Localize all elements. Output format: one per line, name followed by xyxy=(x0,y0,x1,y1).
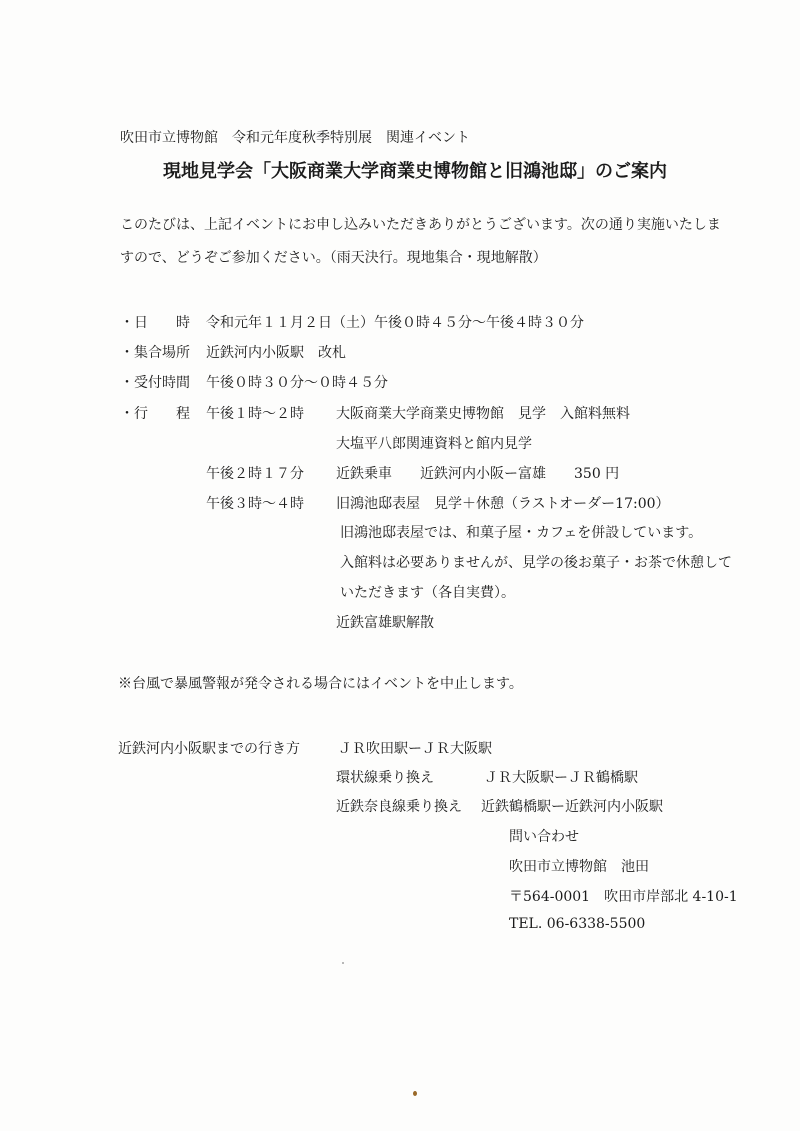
scan-speck xyxy=(413,1091,417,1096)
route-step-3-label: 近鉄奈良線乗り換え xyxy=(336,799,462,815)
intro-line-1: このたびは、上記イベントにお申し込みいただきありがとうございます。次の通り実施いたしま xyxy=(120,217,721,233)
contact-org: 吹田市立博物館 池田 xyxy=(509,859,649,875)
itinerary-label: ・行 程 xyxy=(120,406,190,422)
reception-value: 午後０時３０分～０時４５分 xyxy=(206,375,388,391)
route-step-2-label: 環状線乗り換え xyxy=(336,770,434,786)
itinerary-line: 近鉄乗車 近鉄河内小阪ー富雄 350 円 xyxy=(336,466,620,482)
contact-tel: TEL. 06-6338-5500 xyxy=(509,916,646,932)
itinerary-line: いただきます（各自実費）。 xyxy=(340,585,515,601)
route-step-1: ＪＲ吹田駅ーＪＲ大阪駅 xyxy=(338,741,492,757)
route-step-3: 近鉄鶴橋駅ー近鉄河内小阪駅 xyxy=(481,799,663,815)
itinerary-time-2: 午後２時１７分 xyxy=(206,466,304,482)
itinerary-line: 大阪商業大学商業史博物館 見学 入館料無料 xyxy=(336,406,630,422)
typhoon-notice: ※台風で暴風警報が発令される場合にはイベントを中止します。 xyxy=(118,676,523,692)
intro-line-2: すので、どうぞご参加ください。（雨天決行。現地集合・現地解散） xyxy=(120,250,547,266)
page-title: 現地見学会「大阪商業大学商業史博物館と旧鴻池邸」のご案内 xyxy=(163,161,667,182)
contact-address: 〒564-0001 吹田市岸部北 4-10-1 xyxy=(509,889,738,905)
itinerary-line: 入館料は必要ありませんが、見学の後お菓子・お茶で休憩して xyxy=(340,555,732,571)
reception-label: ・受付時間 xyxy=(120,375,190,391)
itinerary-line: 大塩平八郎関連資料と館内見学 xyxy=(336,436,532,452)
date-value: 令和元年１１月２日（土）午後０時４５分～午後４時３０分 xyxy=(206,315,584,331)
route-step-2: ＪＲ大阪駅ーＪＲ鶴橋駅 xyxy=(484,770,638,786)
meeting-value: 近鉄河内小阪駅 改札 xyxy=(206,345,346,361)
itinerary-line: 旧鴻池邸表屋 見学＋休憩（ラストオーダー17:00） xyxy=(336,496,670,512)
meeting-label: ・集合場所 xyxy=(120,345,190,361)
contact-label: 問い合わせ xyxy=(509,829,579,845)
date-label: ・日 時 xyxy=(120,315,190,331)
itinerary-time-3: 午後３時～４時 xyxy=(206,496,304,512)
route-label: 近鉄河内小阪駅までの行き方 xyxy=(118,741,300,757)
itinerary-time-1: 午後１時～２時 xyxy=(206,406,304,422)
itinerary-line: 近鉄富雄駅解散 xyxy=(336,615,434,631)
itinerary-line: 旧鴻池邸表屋では、和菓子屋・カフェを併設しています。 xyxy=(340,525,703,541)
scan-speck xyxy=(342,962,344,964)
event-header: 吹田市立博物館 令和元年度秋季特別展 関連イベント xyxy=(120,130,470,146)
